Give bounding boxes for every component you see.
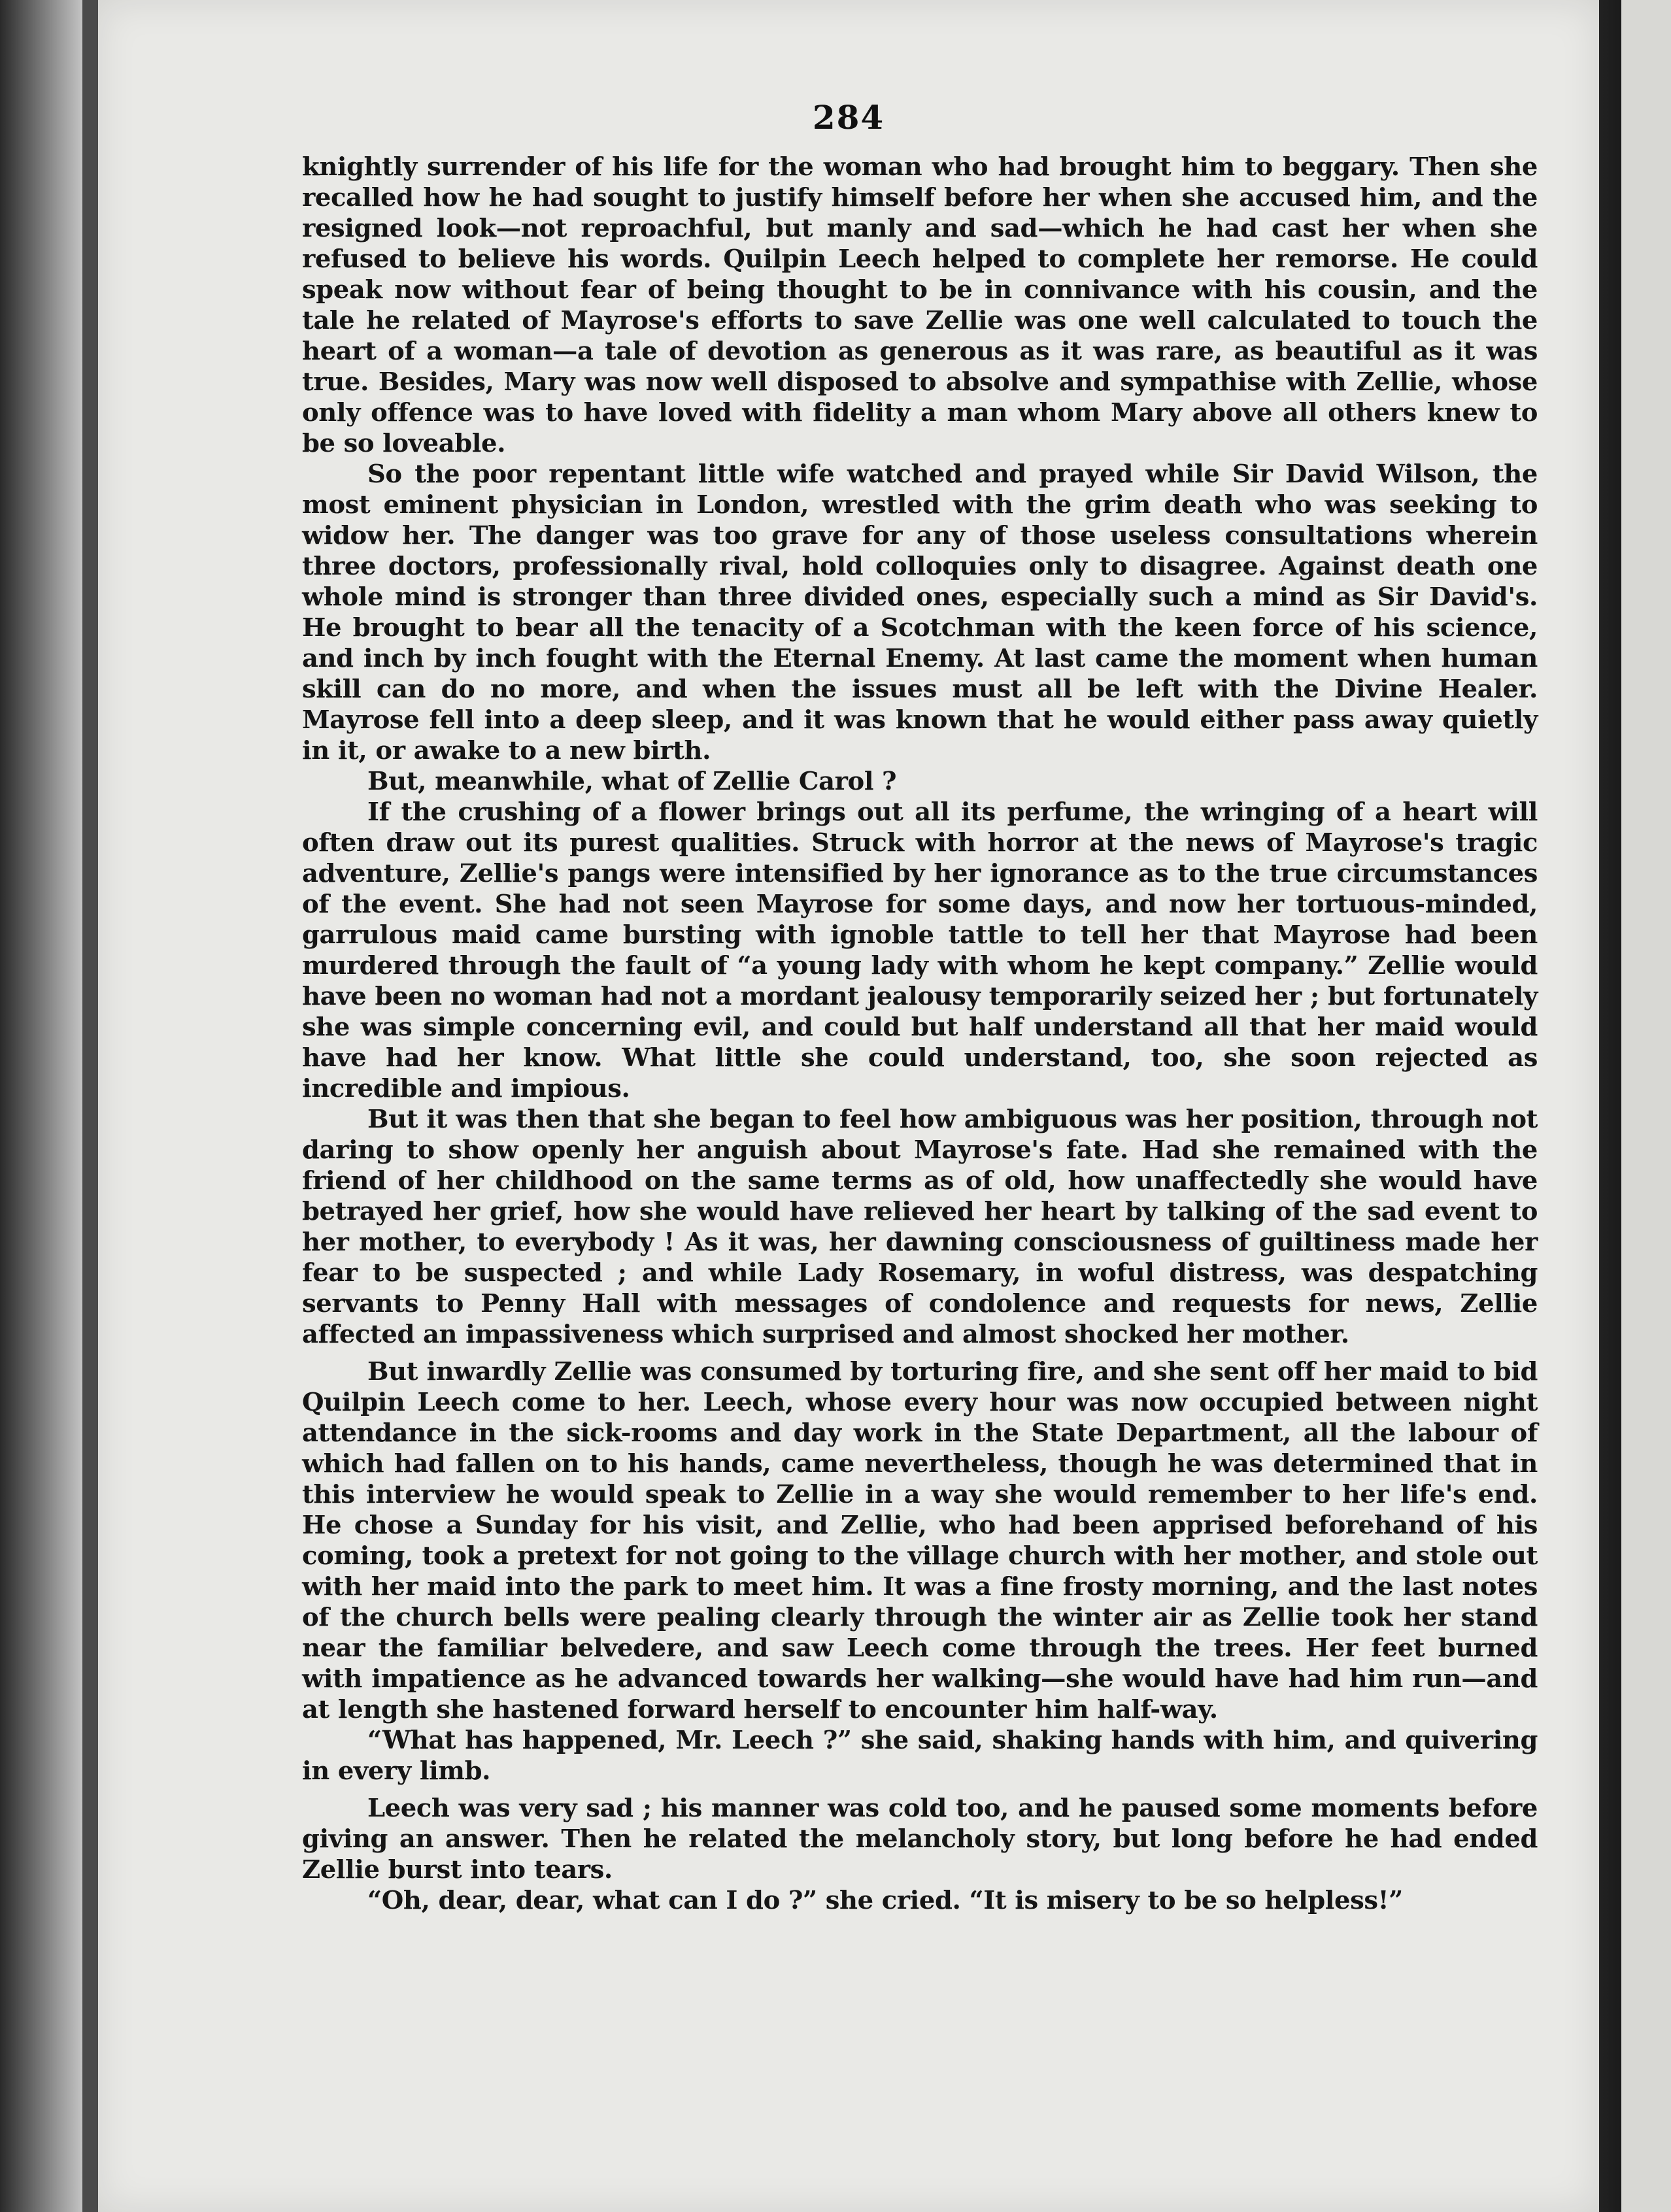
paragraph: But it was then that she began to feel how ambiguous was her position, through not daring to show openly her anguish about Mayrose's fate. Had she remained with the friend of her childhood on the same terms as of old, how unaffectedly she would have betrayed her grief, how she would have relieved her heart by talking of the sad event to her mother, to everybody ! As it was, her dawning consciousness of guiltiness made her fear to be suspected ; and while Lady Rosemary, in woful distress, was despatching servants to Penny Hall with messages of condolence and requests for news, Zellie affected an impassiveness which surprised and almost shocked her mother. <box>302 1105 1538 1349</box>
paragraph: knightly surrender of his life for the woman who had brought him to beggary. Then she recalled how he had sought to justify himself before her when she accused him, and the resigned look—not reproachful, but manly and sad—which he had cast her when she refused to believe his words. Quilpin Leech helped to complete her remorse. He could speak now without fear of being thought to be in connivance with his cousin, and the tale he related of Mayrose's efforts to save Zellie was one well calculated to touch the heart of a woman—a tale of devotion as generous as it was rare, as beautiful as it was true. Besides, Mary was now well disposed to absolve and sympathise with Zellie, whose only offence was to have loved with fidelity a man whom Mary above all others knew to be so loveable. <box>302 152 1538 458</box>
next-page-edge <box>1621 0 1671 2212</box>
paragraph: “Oh, dear, dear, what can I do ?” she cried. “It is misery to be so helpless!” <box>367 1886 1403 1915</box>
paragraph: So the poor repentant little wife watched and prayed while Sir David Wilson, the most eminent physician in London, wrestled with the grim death who was seeking to widow her. The danger was too grave for any of those useless consultations wherein three doctors, professionally rival, hold colloquies only to disagree. Against death one whole mind is stronger than three divided ones, especially such a mind as Sir David's. He brought to bear all the tenacity of a Scotchman with the keen force of his science, and inch by inch fought with the Eternal Enemy. At last came the moment when human skill can do no more, and when the issues must all be left with the Divine Healer. Mayrose fell into a deep sleep, and it was known that he would either pass away quietly in it, or awake to a new birth. <box>302 460 1538 765</box>
page-left-shadow <box>82 0 98 2212</box>
paragraph: “What has happened, Mr. Leech ?” she said, shaking hands with him, and quivering in every limb. <box>302 1726 1538 1786</box>
paragraph: But, meanwhile, what of Zellie Carol ? <box>367 767 897 796</box>
body-text <box>302 152 1538 1916</box>
binding-edge <box>0 0 85 2212</box>
paragraph: If the crushing of a flower brings out all its perfume, the wringing of a heart will often draw out its purest qualities. Struck with horror at the news of Mayrose's tragic adventure, Zellie's pangs were intensified by her ignorance as to the true circumstances of the event. She had not seen Mayrose for some days, and now her tortuous-minded, garrulous maid came bursting with ignoble tattle to tell her that Mayrose had been murdered through the fault of “a young lady with whom he kept company.” Zellie would have been no woman had not a mordant jealousy temporarily seized her ; but fortunately she was simple concerning evil, and could but half understand all that her maid would have had her know. What little she could understand, too, she soon rejected as incredible and impious. <box>302 797 1538 1103</box>
book-page <box>98 0 1599 2212</box>
paragraph: Leech was very sad ; his manner was cold too, and he paused some moments before giving an answer. Then he related the melancholy story, but long before he had ended Zellie burst into tears. <box>302 1794 1538 1885</box>
page-number: 284 <box>812 98 885 137</box>
paragraph: But inwardly Zellie was consumed by torturing fire, and she sent off her maid to bid Quilpin Leech come to her. Leech, whose every hour was now occupied between night attendance in the sick-rooms and day work in the State Department, all the labour of which had fallen on to his hands, came nevertheless, though he was determined that in this interview he would speak to Zellie in a way she would remember to her life's end. He chose a Sunday for his visit, and Zellie, who had been apprised beforehand of his coming, took a pretext for not going to the village church with her mother, and stole out with her maid into the park to meet him. It was a fine frosty morning, and the last notes of the church bells were pealing clearly through the winter air as Zellie took her stand near the familiar belvedere, and saw Leech come through the trees. Her feet burned with impatience as he advanced towards her walking—she would have had him run—and at length she hastened forward herself to encounter him half-way. <box>302 1357 1538 1724</box>
